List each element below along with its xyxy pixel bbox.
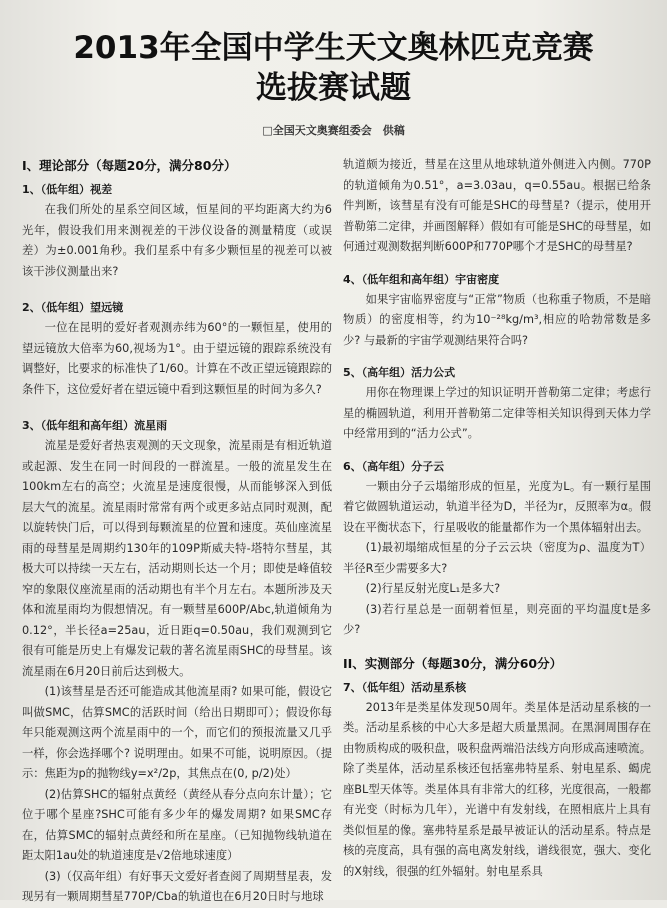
section-practical-heading: II、实测部分（每题30分，满分60分） bbox=[343, 655, 563, 671]
q4-text: 如果宇宙临界密度与“正常”物质（也称重子物质，不是暗物质）的密度相等，约为10⁻²⁸kg/m³,相应的哈勃常数是多少? 与最新的宇宙学观测结果符合吗? bbox=[343, 292, 651, 347]
title-line-1: 2013年全国中学生天文奥林匹克竞赛 bbox=[73, 30, 594, 66]
q2-text: 一位在昆明的爱好者观测赤纬为60°的一颗恒星，使用的望远镜放大倍率为60,视场为1°。由于望远镜的跟踪系统没有调整好，比要求的标准快了1/60。计算在不改正望远镜跟踪的条件下，这位爱好者在望远镜中看到这颗恒星的时间为多久? bbox=[22, 321, 332, 396]
q3-part-2: (2)估算SHC的辐射点黄经（黄经从春分点向东计量）；它位于哪个星座?SHC可能有多少年的爆发周期? 如果SMC存在，估算SMC的辐射点黄经和所在星座。（已知抛物线轨道在距太阳1au处的轨道速度是√2倍地球速度） bbox=[22, 787, 332, 862]
right-column bbox=[343, 155, 651, 882]
q3-continued-text: 轨道颇为接近，彗星在这里从地球轨道外侧进入内侧。770P的轨道倾角为0.51°，a=3.03au，q=0.55au。根据已给条件判断，该彗星有没有可能是SHC的母彗星?（提示，使用开普勒第二定律，并画图解释）假如有可能是SHC的母彗星，如何通过观测数据判断600P和770P哪个才是SHC的母彗星? bbox=[343, 158, 651, 253]
q3-part-1: (1)该彗星是否还可能造成其他流星雨? 如果可能，假设它叫做SMC，估算SMC的活跃时间（给出日期即可）；假设你每年只能观测这两个流星雨中的一个，而它们的预报流量又几乎一样，你会选择哪个? 说明理由。如果不可能，说明原因。（提示：焦距为p的抛物线y=x²/2p，其焦点在(0, p/2)处） bbox=[22, 685, 332, 780]
q6-part-1: (1)最初塌缩成恒星的分子云云块（密度为ρ、温度为T）半径R至少需要多大? bbox=[343, 541, 651, 575]
q3-part-3: (3)（仅高年组）有好事天文爱好者查阅了周期彗星表，发现另有一颗周期彗星770P/Cba的轨道也在6月20日时与地球 bbox=[22, 869, 332, 903]
q6-part-3: (3)若行星总是一面朝着恒星，则亮面的平均温度t是多少? bbox=[343, 602, 651, 636]
q3-title: 3、（低年组和高年组）流星雨 bbox=[22, 419, 168, 432]
q6-title: 6、（高年组）分子云 bbox=[343, 459, 445, 473]
q4-title: 4、（低年组和高年组）宇宙密度 bbox=[343, 272, 500, 286]
q6-text: 一颗由分子云塌缩形成的恒星，光度为L。有一颗行星围着它做圆轨道运动，轨道半径为D，半径为r，反照率为α。假设在平衡状态下，行星吸收的能量都作为一个黑体辐射出去。 bbox=[343, 479, 651, 534]
issuer-line: □全国天文奥赛组委会 供稿 bbox=[262, 124, 405, 137]
q3-text: 流星是爱好者热衷观测的天文现象，流星雨是有相近轨道或起源、发生在同一时间段的一群流星。一般的流星发生在100km左右的高空；火流星是速度很慢，从而能够深入到低层大气的流星。流星雨时常常有两个或更多站点同时观测，配以旋转快门后，可以得到每颗流星的位置和速度。英仙座流星雨的母彗星是周期约130年的109P斯威夫特-塔特尔彗星，其极大可以持续一天左右，活动期则长达一个月；即使是峰值较窄的象限仪座流星雨的活动期也有半个月左右。本题所涉及天体和流星雨均为假想情况。有一颗彗星600P/Abc,轨道倾角为0.12°，半长径a=25au，近日距q=0.50au，我们观测到它很有可能是历史上有爆发记载的著名流星雨SHC的母彗星。该流星雨在6月20日前后达到极大。 bbox=[22, 439, 332, 678]
q2-title: 2、（低年组）望远镜 bbox=[22, 301, 124, 314]
section-theory-heading: I、理论部分（每题20分，满分80分） bbox=[22, 158, 237, 173]
q1-title: 1、（低年组）视差 bbox=[22, 183, 113, 196]
q6-part-2: (2)行星反射光度L₁是多大? bbox=[365, 582, 501, 595]
q7-title: 7、（低年组）活动星系核 bbox=[343, 680, 467, 694]
q1-text: 在我们所处的星系空间区域，恒星间的平均距离大约为6光年，假设我们用来测视差的干涉仪设备的测量精度（或误差）为±0.001角秒。我们星系中有多少颗恒星的视差可以被该干涉仪测量出来? bbox=[22, 203, 332, 278]
q7-text: 2013年是类星体发现50周年。类星体是活动星系核的一类。活动星系核的中心大多是超大质量黑洞。在黑洞周围存在由物质构成的吸积盘，吸积盘两端沿法线方向形成高速喷流。除了类星体，活动星系核还包括塞弗特星系、射电星系、蝎虎座BL型天体等。类星体具有非常大的红移，光度很高，一般都有光变（时标为几年），光谱中有发射线，在照相底片上具有类似恒星的像。塞弗特星系是最早被证认的活动星系。特点是核的亮度高，具有强的高电离发射线，谱线很宽，强大、变化的X射线，很强的红外辐射。射电星系具 bbox=[343, 700, 651, 878]
q5-title: 5、（高年组）活力公式 bbox=[343, 366, 456, 379]
title-line-2: 选拔赛试题 bbox=[256, 70, 411, 106]
left-column bbox=[22, 155, 332, 908]
q5-text: 用你在物理课上学过的知识证明开普勒第二定律；考虑行星的椭圆轨道，利用开普勒第二定律等相关知识得到天体力学中经常用到的“活力公式”。 bbox=[343, 386, 651, 440]
